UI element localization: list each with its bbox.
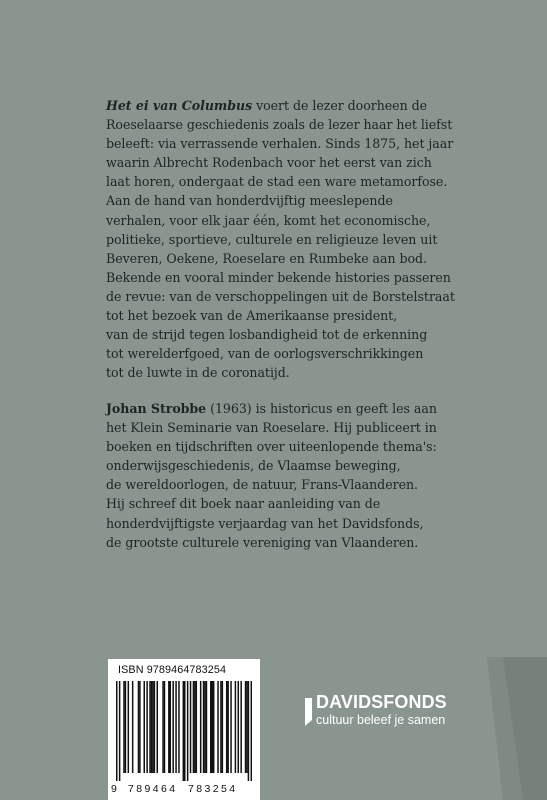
barcode-bar: [203, 681, 205, 773]
blurb-line: Bekende en vooral minder bekende histories passeren: [106, 269, 451, 285]
blurb-line: tot werelderfgoed, van de oorlogsverschrikkingen: [106, 346, 424, 362]
publisher-slogan: cultuur beleef je samen: [316, 713, 446, 727]
isbn-label: ISBN 9789464783254: [118, 664, 227, 676]
bio-line: (1963) is historicus en geeft les aan: [206, 401, 437, 416]
bio-line: honderdvijftigste verjaardag van het Davidsfonds,: [106, 515, 424, 531]
barcode-bar: [132, 681, 134, 773]
author-name: Johan Strobbe: [106, 401, 207, 416]
bio-line: Hij schreef dit boek naar aanleiding van de: [106, 496, 381, 512]
barcode-bar: [157, 681, 159, 773]
blurb-line: de revue: van de verschoppelingen uit de Borstelstraat: [106, 288, 455, 304]
barcode-bar: [184, 681, 186, 781]
barcode-bar: [119, 681, 121, 781]
blurb-line: laat horen, ondergaat de stad een ware metamorfose.: [106, 174, 448, 190]
barcode-bar: [116, 681, 118, 781]
barcode-bar: [128, 681, 130, 773]
barcode-bar: [220, 681, 222, 773]
barcode-bar: [204, 681, 206, 773]
bio-line: boeken en tijdschriften over uiteenlopende thema's:: [106, 439, 437, 455]
blurb-line: verhalen, voor elk jaar één, komt het economische,: [106, 212, 431, 228]
barcode-bar: [187, 681, 189, 781]
barcode-bar: [230, 681, 232, 773]
barcode-bar: [245, 681, 247, 773]
barcode-bar: [206, 681, 208, 773]
barcode-bar: [138, 681, 140, 773]
blurb-line: Beveren, Oekene, Roeselare en Rumbeke aan bod.: [106, 250, 427, 266]
barcode-bar: [178, 681, 180, 773]
barcode-bar: [162, 681, 164, 773]
blurb-line: beleeft: via verrassende verhalen. Sinds 1875, het jaar: [106, 136, 454, 152]
barcode-bar: [213, 681, 215, 773]
barcode-bar: [154, 681, 156, 773]
barcode-digits-right: 783254: [188, 783, 238, 795]
bio-line: de wereldoorlogen, de natuur, Frans-Vlaanderen.: [106, 477, 418, 493]
publisher-name: DAVIDSFONDS: [316, 692, 447, 712]
barcode-bars: [116, 681, 252, 781]
blurb-line: waarin Albrecht Rodenbach voor het eerst van zich: [106, 155, 432, 171]
barcode-bar: [168, 681, 170, 773]
bio-line: onderwijsgeschiedenis, de Vlaamse beweging,: [106, 458, 401, 474]
barcode-digit-first: 9: [111, 783, 117, 795]
corner-decoration: [471, 657, 547, 800]
book-blurb: [106, 96, 526, 382]
barcode-bar: [227, 681, 229, 773]
barcode-bar: [172, 681, 174, 773]
barcode-bar: [164, 681, 166, 773]
blurb-line: Roeselaarse geschiedenis zoals de lezer haar het liefst: [106, 117, 453, 133]
barcode-bar: [246, 681, 248, 773]
blurb-line: tot het bezoek van de Amerikaanse president,: [106, 308, 398, 324]
author-bio: [106, 399, 526, 552]
barcode-bar: [217, 681, 219, 773]
barcode-bar: [200, 681, 202, 773]
barcode-bar: [175, 681, 177, 773]
barcode-bar: [222, 681, 224, 773]
bio-first-line: [106, 399, 526, 418]
barcode-bar: [235, 681, 237, 773]
barcode-bar: [251, 681, 252, 781]
barcode-bar: [139, 681, 141, 773]
barcode-bar: [125, 681, 127, 773]
barcode-bar: [152, 681, 154, 773]
blurb-line: van de strijd tegen losbandigheid tot de erkenning: [106, 327, 428, 343]
blurb-line: Aan de hand van honderdvijftig meeslepende: [106, 193, 393, 209]
isbn-barcode: [108, 659, 260, 800]
barcode-bar: [149, 681, 151, 773]
barcode-bar: [190, 681, 192, 773]
barcode-bar: [238, 681, 240, 773]
barcode-bar: [194, 681, 196, 773]
barcode-bar: [196, 681, 198, 773]
barcode-bar: [240, 681, 242, 773]
barcode-bar: [193, 681, 195, 773]
book-title: Het ei van Columbus: [106, 98, 253, 113]
barcode-bar: [151, 681, 153, 773]
barcode-bar: [248, 681, 250, 781]
barcode-bar: [226, 681, 228, 773]
barcode-bar: [123, 681, 124, 773]
blurb-first-line: [106, 96, 526, 115]
barcode-digits-left: 789464: [128, 783, 178, 795]
bio-line: de grootste culturele vereniging van Vlaanderen.: [106, 534, 419, 550]
barcode-bar: [146, 681, 148, 773]
blurb-line: politieke, sportieve, culturele en religieuze leven uit: [106, 231, 438, 247]
barcode-bar: [170, 681, 172, 773]
barcode-bar: [210, 681, 212, 773]
barcode-bar: [211, 681, 213, 773]
blurb-line: tot de luwte in de coronatijd.: [106, 365, 290, 381]
barcode-bar: [183, 681, 185, 781]
blurb-line: voert de lezer doorheen de: [252, 98, 427, 113]
bio-line: het Klein Seminarie van Roeselare. Hij publiceert in: [106, 420, 437, 436]
barcode-bar: [143, 681, 145, 773]
